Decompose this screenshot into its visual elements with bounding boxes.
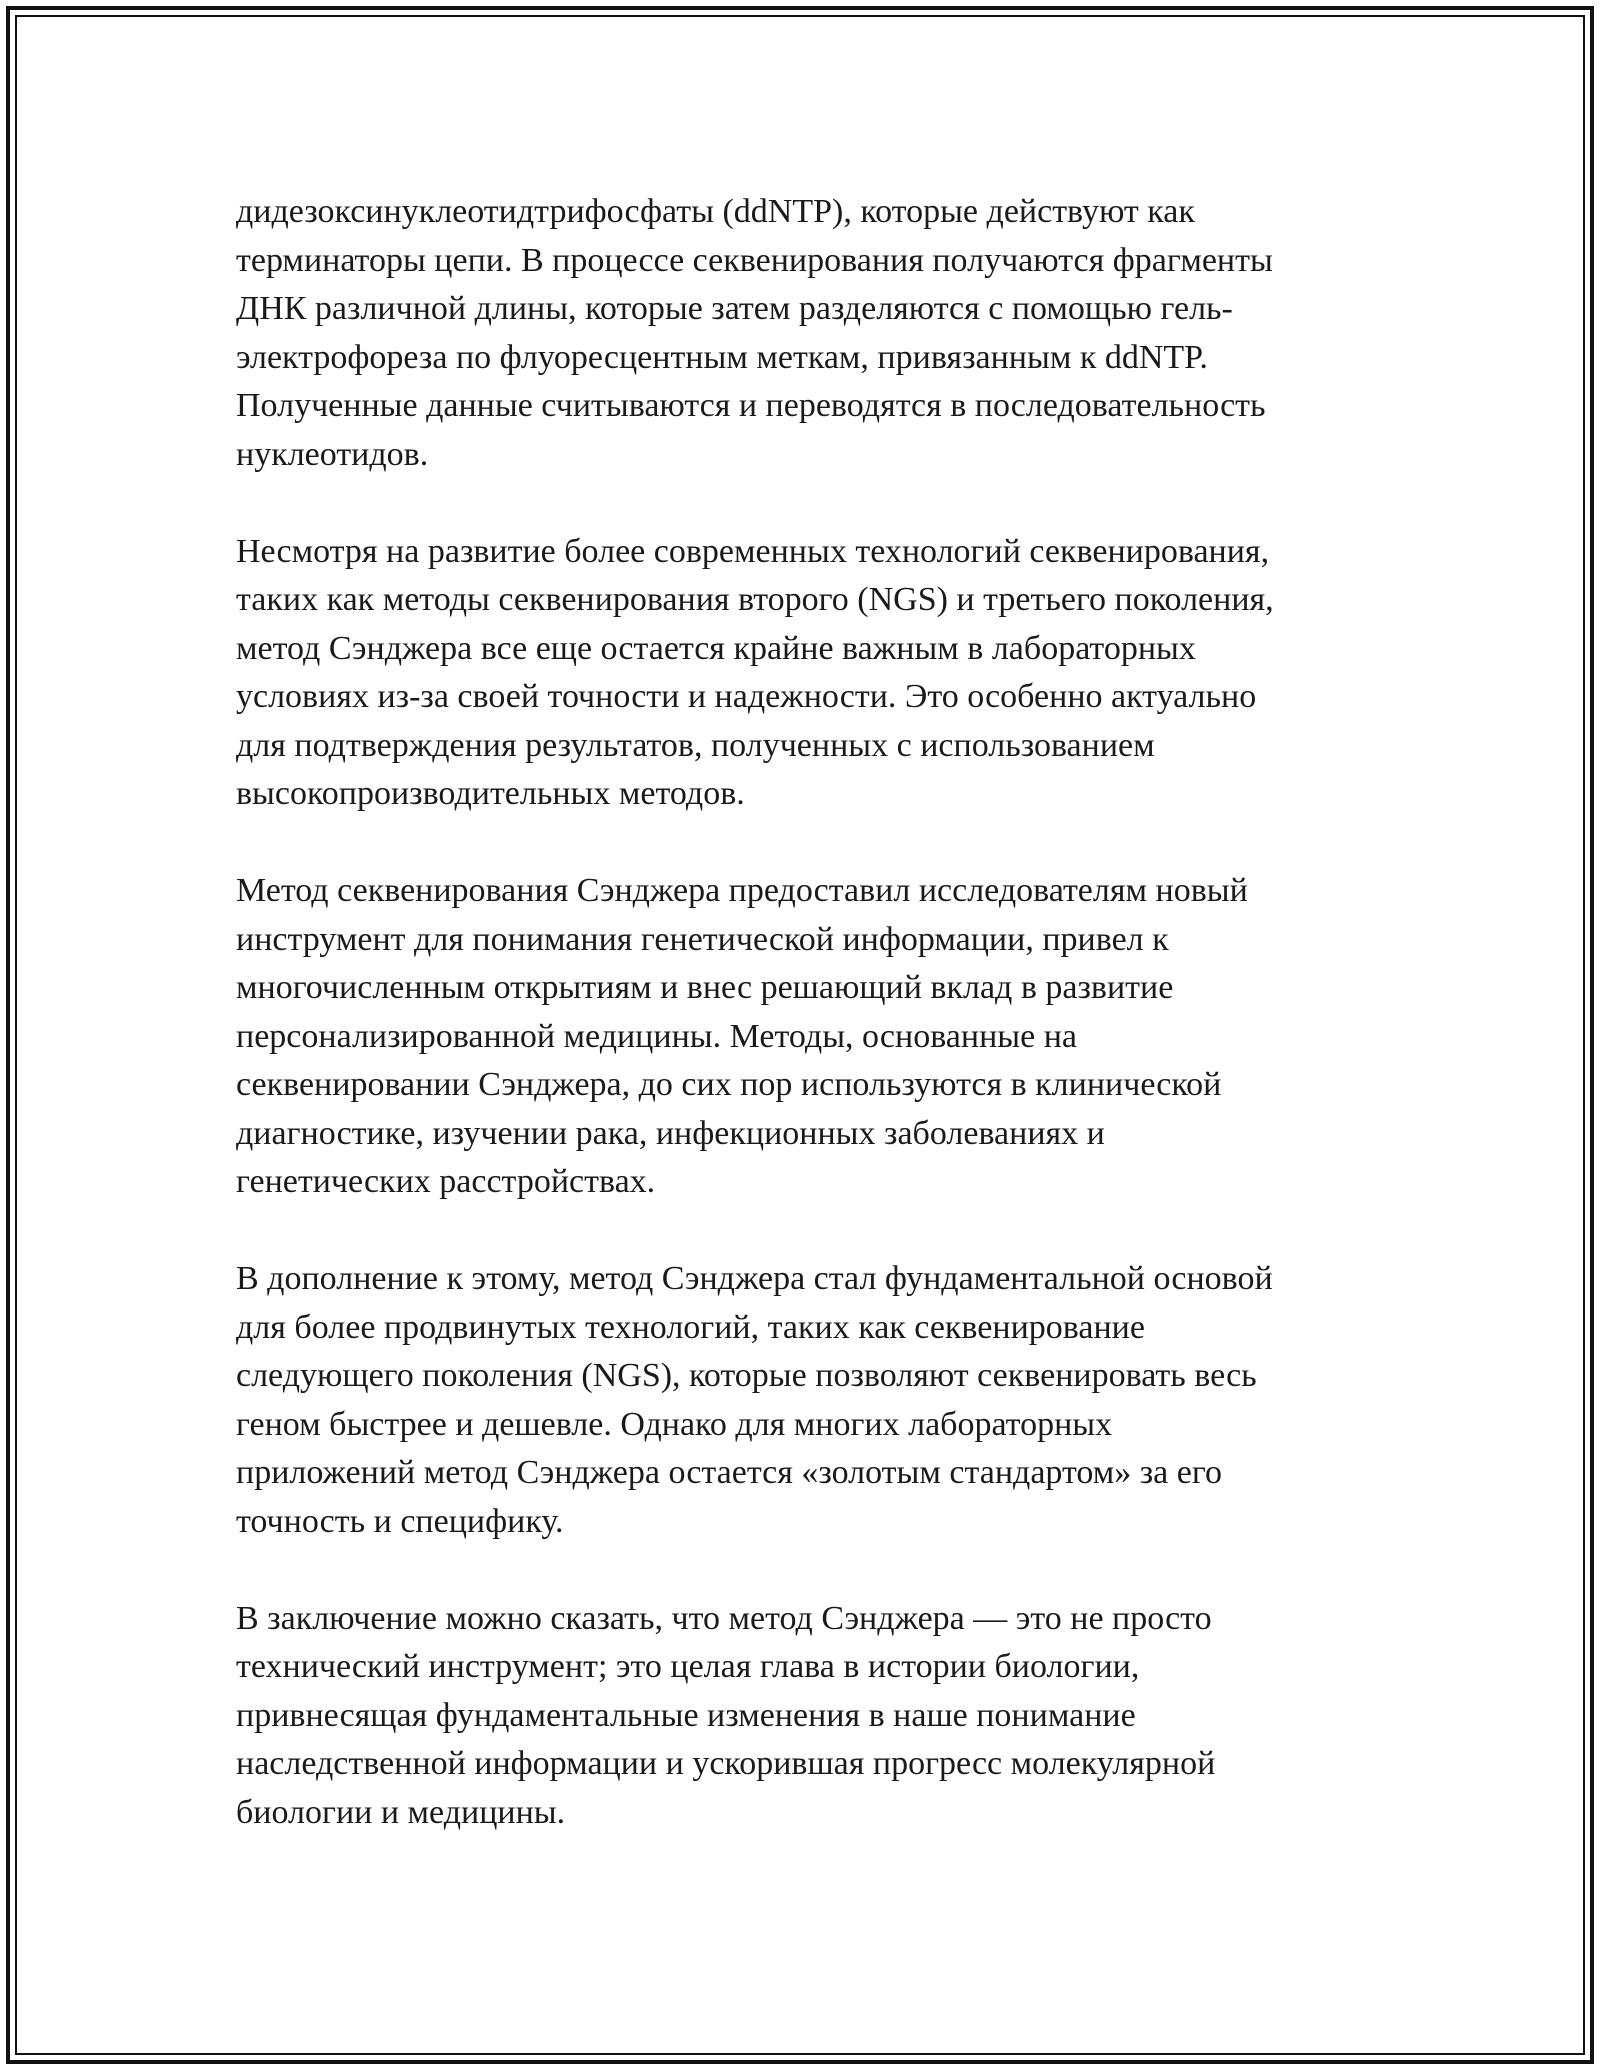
- text-line: для более продвинутых технологий, таких как секвенирование: [236, 1308, 1145, 1346]
- text-line: биологии и медицины.: [236, 1793, 566, 1831]
- text-line: электрофореза по флуоресцентным меткам, привязанным к ddNTP.: [236, 338, 1208, 376]
- text-line: условиях из-за своей точности и надежности. Это особенно актуально: [236, 678, 1257, 715]
- text-line: дидезоксинуклеотидтрифосфаты (ddNTP), которые действуют как: [236, 193, 1195, 230]
- text-line: привнесящая фундаментальные изменения в наше понимание: [236, 1696, 1136, 1734]
- text-line: геном быстрее и дешевле. Однако для многих лабораторных: [236, 1405, 1113, 1443]
- text-line: точность и специфику.: [236, 1502, 564, 1540]
- text-line: персонализированной медицины. Методы, основанные на: [236, 1017, 1078, 1055]
- paragraph-4: [236, 1255, 1376, 1546]
- text-line: метод Сэнджера все еще остается крайне важным в лабораторных: [236, 629, 1196, 667]
- text-line: генетических расстройствах.: [236, 1163, 656, 1200]
- text-line: для подтверждения результатов, полученных с использованием: [236, 726, 1155, 764]
- text-line: ДНК различной длины, которые затем разделяются с помощью гель-: [236, 290, 1233, 327]
- text-line: многочисленным открытиям и внес решающий вклад в развитие: [236, 969, 1174, 1006]
- text-line: Несмотря на развитие более современных технологий секвенирования,: [236, 532, 1270, 570]
- paragraph-2: [236, 528, 1376, 819]
- paragraph-1: [236, 188, 1376, 479]
- text-line: В заключение можно сказать, что метод Сэнджера — это не просто: [236, 1599, 1212, 1637]
- text-line: приложений метод Сэнджера остается «золотым стандартом» за его: [236, 1454, 1222, 1491]
- text-line: инструмент для понимания генетической информации, привел к: [236, 920, 1169, 958]
- document-body: [236, 188, 1376, 1837]
- text-line: технический инструмент; это целая глава в истории биологии,: [236, 1648, 1140, 1685]
- text-line: терминаторы цепи. В процессе секвенирования получаются фрагменты: [236, 241, 1273, 279]
- text-line: высокопроизводительных методов.: [236, 775, 745, 812]
- text-line: диагностике, изучении рака, инфекционных заболеваниях и: [236, 1114, 1105, 1152]
- text-line: Метод секвенирования Сэнджера предоставил исследователям новый: [236, 872, 1248, 909]
- text-line: секвенировании Сэнджера, до сих пор используются в клинической: [236, 1066, 1222, 1103]
- paragraph-5: [236, 1595, 1376, 1838]
- text-line: В дополнение к этому, метод Сэнджера стал фундаментальной основой: [236, 1260, 1273, 1297]
- text-line: нуклеотидов.: [236, 435, 429, 473]
- text-line: Полученные данные считываются и переводятся в последовательность: [236, 387, 1266, 424]
- text-line: таких как методы секвенирования второго (NGS) и третьего поколения,: [236, 581, 1274, 618]
- paragraph-3: [236, 867, 1376, 1207]
- text-line: следующего поколения (NGS), которые позволяют секвенировать весь: [236, 1357, 1257, 1394]
- text-line: наследственной информации и ускорившая прогресс молекулярной: [236, 1745, 1216, 1782]
